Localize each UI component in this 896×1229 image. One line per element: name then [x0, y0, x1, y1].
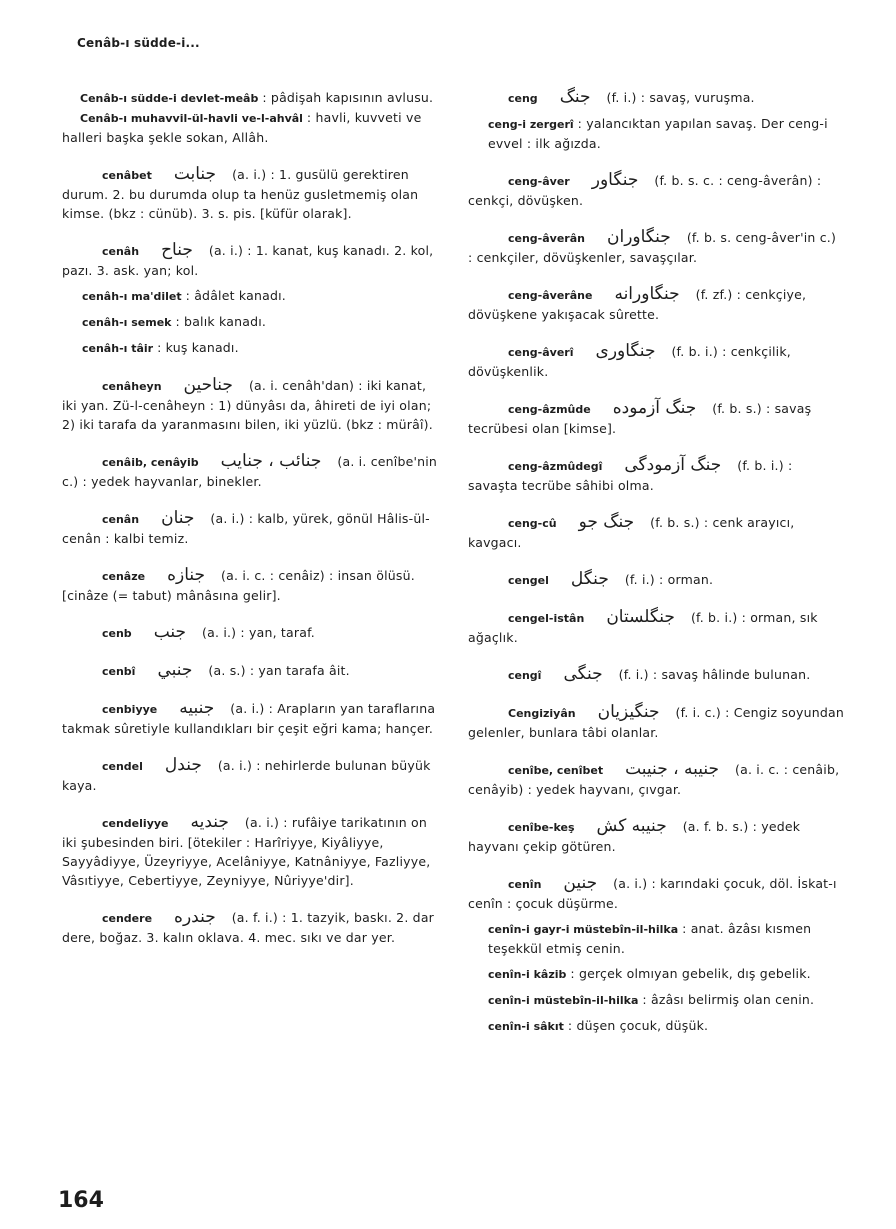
dictionary-entry [62, 88, 440, 108]
dictionary-entry [468, 88, 844, 108]
entry-definition: (f. i.) : savaş hâlinde bulunan. [618, 667, 811, 682]
entry-headword: ceng-âzmûde [508, 403, 591, 416]
dictionary-entry [468, 456, 844, 495]
dictionary-entry [62, 165, 440, 223]
left-column [62, 88, 440, 947]
entry-headword: ceng-âverâne [508, 289, 593, 302]
dictionary-entry [468, 665, 844, 685]
dictionary-entry [468, 760, 844, 799]
entry-definition: (f. b. s.) : cenk arayıcı, kavgacı. [468, 515, 795, 550]
dictionary-entry [468, 874, 844, 913]
dictionary-entry [62, 338, 440, 358]
entry-definition: (f. zf.) : cenkçiye, dövüşkene yakışacak sûrette. [468, 287, 807, 322]
entry-definition: (a. f. b. s.) : yedek hayvanı çekip götüren. [468, 819, 801, 854]
entry-arabic-script: جنگاوران [606, 227, 671, 247]
entry-headword: cenâbet [102, 169, 152, 182]
entry-headword: cenb [102, 627, 132, 640]
dictionary-entry [62, 312, 440, 332]
entry-arabic-script: جنبيه [179, 698, 215, 718]
dictionary-entry [468, 570, 844, 590]
entry-arabic-script: جنبي [157, 660, 193, 680]
dictionary-entry [62, 756, 440, 795]
dictionary-entry [468, 513, 844, 552]
entry-definition: (a. i. cenâh'dan) : iki kanat, iki yan. Zü-l-cenâheyn : 1) dünyâsı da, âhireti de iyi olan; 2) iki tarafa da yaranmasını bilen, iki yüzlü. (bkz : mürâî). [62, 378, 433, 432]
dictionary-entry [468, 919, 844, 958]
entry-headword: cenâh-ı semek [82, 316, 172, 329]
entry-arabic-script: جنگل [570, 569, 609, 589]
entry-headword: ceng-âver [508, 175, 570, 188]
entry-arabic-script: جنب [153, 622, 187, 642]
entry-arabic-script: جناحين [183, 375, 233, 395]
entry-arabic-script: جنگ [559, 87, 591, 107]
entry-headword: ceng-âzmûdegî [508, 460, 603, 473]
entry-arabic-script: جنين [563, 873, 598, 893]
dictionary-entry [468, 964, 844, 984]
right-column [468, 88, 844, 1036]
dictionary-entry [468, 990, 844, 1010]
entry-definition: : gerçek olmıyan gebelik, dış gebelik. [570, 966, 811, 981]
entry-definition: (a. i.) : 1. gusülü gerektiren durum. 2. bu durumda olup ta henüz gusletmemiş olan kimse. (bkz : cünüb). 3. s. pis. [küfür olarak]. [62, 167, 419, 221]
entry-headword: cengî [508, 669, 542, 682]
dictionary-entry [62, 699, 440, 738]
entry-headword: Cenâb-ı muhavvil-ül-havli ve-l-ahvâl [80, 112, 303, 125]
entry-arabic-script: جناح [161, 240, 193, 260]
entry-definition: (f. b. s. ceng-âver'in c.) : cenkçiler, dövüşkenler, savaşçılar. [468, 230, 837, 265]
dictionary-entry [468, 171, 844, 210]
entry-definition: (a. i.) : rufâiye tarikatının on iki şubesinden biri. [ötekiler : Harîriyye, Kiyâliyye, Sayyâdiyye, Üzeyriyye, Acelâniyye, Katnâniyye, Fazliyye, Vâsıtiyye, Cebertiyye, Zeyniyye, Nûriyye'dir]. [62, 815, 431, 888]
entry-headword: cenîbe, cenîbet [508, 764, 604, 777]
entry-definition: (a. i.) : kalb, yürek, gönül Hâlis-ül-cenân : kalbi temiz. [62, 511, 430, 546]
entry-headword: cenâh-ı tâir [82, 342, 154, 355]
entry-arabic-script: جنيبه كش [596, 816, 667, 836]
entry-definition: : yalancıktan yapılan savaş. Der ceng-i evvel : ilk ağızda. [488, 116, 828, 151]
entry-arabic-script: جنگاورانه [614, 284, 680, 304]
entry-arabic-script: جنگ جو [578, 512, 635, 532]
entry-headword: cengel-istân [508, 612, 585, 625]
entry-arabic-script: جندره [174, 907, 216, 927]
running-head: Cenâb-ı südde-i... [77, 36, 200, 50]
entry-headword: ceng-âverân [508, 232, 585, 245]
entry-headword: cenîn-i sâkıt [488, 1020, 564, 1033]
dictionary-entry [468, 703, 844, 742]
entry-headword: ceng-âverî [508, 346, 574, 359]
dictionary-entry [62, 241, 440, 280]
entry-arabic-script: جنديه [190, 812, 229, 832]
entry-definition: (f. i. c.) : Cengiz soyundan gelenler, bunlara tâbi olanlar. [468, 705, 844, 740]
entry-headword: cenîn-i gayr-i müstebîn-il-hilka [488, 923, 679, 936]
entry-definition: (f. b. s. c. : ceng-âverân) : cenkçi, dövüşken. [468, 173, 822, 208]
dictionary-entry [62, 623, 440, 643]
entry-headword: ceng [508, 92, 538, 105]
dictionary-entry [62, 813, 440, 890]
dictionary-entry [468, 342, 844, 381]
entry-definition: (a. i.) : Arapların yan taraflarına takmak sûretiyle kullandıkları bir çeşit eğri kama; hançer. [62, 701, 436, 736]
entry-definition: (f. b. i.) : cenkçilik, dövüşkenlik. [468, 344, 791, 379]
entry-arabic-script: جنابت [173, 164, 217, 184]
entry-arabic-script: جنائب ، جنايب [220, 451, 322, 471]
entry-definition: (a. s.) : yan tarafa âit. [208, 663, 350, 678]
entry-definition: (a. i.) : nehirlerde bulunan büyük kaya. [62, 758, 431, 793]
entry-definition: (f. i.) : savaş, vuruşma. [606, 90, 755, 105]
dictionary-entry [62, 661, 440, 681]
page-number: 164 [58, 1188, 104, 1213]
entry-definition: : havli, kuvveti ve halleri başka şekle sokan, Allâh. [62, 110, 422, 145]
dictionary-entry [62, 286, 440, 306]
entry-headword: cenîn-i müstebîn-il-hilka [488, 994, 639, 1007]
entry-definition: (a. i. cenîbe'nin c.) : yedek hayvanlar, binekler. [62, 454, 438, 489]
entry-definition: (f. b. i.) : savaşta tecrübe sâhibi olma. [468, 458, 793, 493]
entry-headword: cenâh-ı ma'dilet [82, 290, 182, 303]
entry-arabic-script: جنگاور [591, 170, 639, 190]
entry-definition: (a. i.) : 1. kanat, kuş kanadı. 2. kol, pazı. 3. ask. yan; kol. [62, 243, 434, 278]
entry-headword: cenân [102, 513, 140, 526]
entry-definition: (a. i.) : karındaki çocuk, döl. İskat-ı cenîn : çocuk düşürme. [468, 876, 837, 911]
entry-headword: cenîbe-keş [508, 821, 575, 834]
entry-headword: cenbî [102, 665, 136, 678]
dictionary-entry [62, 108, 440, 147]
entry-definition: (a. i. c. : cenâib, cenâyib) : yedek hayvanı, çıvgar. [468, 762, 840, 797]
entry-headword: Cenâb-ı südde-i devlet-meâb [80, 92, 259, 105]
entry-definition: : kuş kanadı. [157, 340, 239, 355]
entry-arabic-script: جنگی [563, 664, 603, 684]
entry-arabic-script: جنگ آزمودگی [624, 455, 722, 475]
entry-definition: : anat. âzâsı kısmen teşekkül etmiş cenin. [488, 921, 812, 956]
entry-headword: cenâheyn [102, 380, 162, 393]
entry-definition: : balık kanadı. [175, 314, 267, 329]
entry-arabic-script: جندل [164, 755, 202, 775]
entry-definition: (a. i.) : yan, taraf. [202, 625, 315, 640]
entry-headword: cengel [508, 574, 549, 587]
entry-definition: (a. i. c. : cenâiz) : insan ölüsü. [cinâze (= tabut) mânâsına gelir]. [62, 568, 415, 603]
dictionary-entry [468, 608, 844, 647]
dictionary-entry [468, 114, 844, 153]
dictionary-entry [468, 285, 844, 324]
dictionary-entry [468, 1016, 844, 1036]
entry-headword: cenâh [102, 245, 140, 258]
entry-arabic-script: جنگیزیان [597, 702, 660, 722]
entry-arabic-script: جنگ آزموده [612, 398, 697, 418]
entry-arabic-script: جنيبه ، جنيبت [625, 759, 720, 779]
entry-headword: Cengiziyân [508, 707, 576, 720]
entry-headword: cenîn [508, 878, 542, 891]
entry-headword: cenbiyye [102, 703, 158, 716]
entry-arabic-script: جنان [161, 508, 195, 528]
entry-headword: cendere [102, 912, 153, 925]
dictionary-entry [62, 376, 440, 434]
dictionary-entry [62, 452, 440, 491]
entry-headword: cenâze [102, 570, 146, 583]
entry-definition: : âdâlet kanadı. [185, 288, 286, 303]
entry-headword: ceng-i zergerî [488, 118, 574, 131]
entry-headword: cendel [102, 760, 143, 773]
entry-definition: (a. f. i.) : 1. tazyik, baskı. 2. dar dere, boğaz. 3. kalın oklava. 4. mec. sıkı ve dar yer. [62, 910, 435, 945]
entry-definition: : pâdişah kapısının avlusu. [262, 90, 434, 105]
dictionary-entry [468, 399, 844, 438]
entry-definition: : düşen çocuk, düşük. [567, 1018, 709, 1033]
entry-headword: cenâib, cenâyib [102, 456, 199, 469]
entry-definition: (f. i.) : orman. [624, 572, 714, 587]
entry-arabic-script: جنازه [167, 565, 206, 585]
dictionary-entry [62, 908, 440, 947]
entry-headword: ceng-cû [508, 517, 557, 530]
entry-headword: cendeliyye [102, 817, 169, 830]
dictionary-entry [62, 566, 440, 605]
entry-definition: (f. b. s.) : savaş tecrübesi olan [kimse]. [468, 401, 812, 436]
entry-arabic-script: جنگلستان [606, 607, 675, 627]
dictionary-entry [62, 509, 440, 548]
dictionary-entry [468, 817, 844, 856]
entry-definition: (f. b. i.) : orman, sık ağaçlık. [468, 610, 818, 645]
entry-definition: : âzâsı belirmiş olan cenin. [642, 992, 815, 1007]
entry-arabic-script: جنگاوری [595, 341, 656, 361]
dictionary-entry [468, 228, 844, 267]
entry-headword: cenîn-i kâzib [488, 968, 567, 981]
